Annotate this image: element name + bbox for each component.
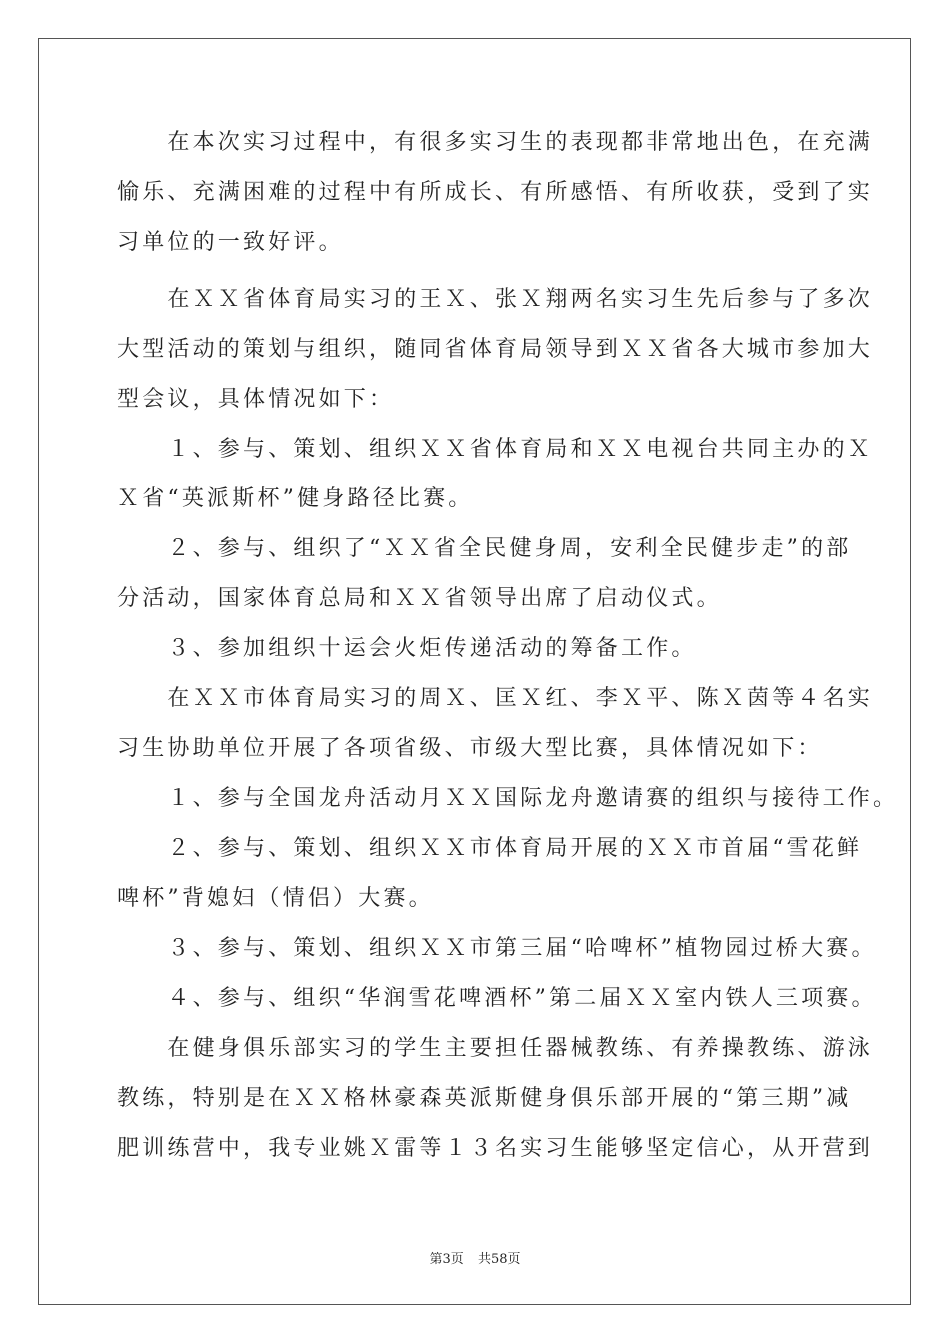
text-line: 教练，特别是在ＸＸ格林豪森英派斯健身俱乐部开展的“第三期”减: [117, 1086, 852, 1111]
text-line: 大型活动的策划与组织，随同省体育局领导到ＸＸ省各大城市参加大: [117, 337, 874, 362]
text-line: 在ＸＸ市体育局实习的周Ｘ、匡Ｘ红、李Ｘ平、陈Ｘ茵等４名实: [117, 686, 874, 711]
text-line: ３、参与、策划、组织ＸＸ市第三届“哈啤杯”植物园过桥大赛。: [117, 936, 877, 961]
text-line: ３、参加组织十运会火炬传递活动的筹备工作。: [117, 636, 697, 661]
text-line: 习生协助单位开展了各项省级、市级大型比赛，具体情况如下：: [117, 736, 823, 761]
text-line: ４、参与、组织“华润雪花啤酒杯”第二届ＸＸ室内铁人三项赛。: [117, 986, 877, 1011]
text-line: 在健身俱乐部实习的学生主要担任器械教练、有养操教练、游泳: [117, 1036, 874, 1061]
text-line: 肥训练营中，我专业姚Ｘ雷等１３名实习生能够坚定信心，从开营到: [117, 1136, 874, 1161]
text-line: 分活动，国家体育总局和ＸＸ省领导出席了启动仪式。: [117, 586, 722, 611]
text-line: 啤杯”背媳妇（情侣）大赛。: [117, 886, 434, 911]
text-line: 习单位的一致好评。: [117, 230, 344, 255]
text-line: １、参与、策划、组织ＸＸ省体育局和ＸＸ电视台共同主办的Ｘ: [117, 437, 874, 462]
page-total: 共58页: [477, 1252, 521, 1267]
text-line: Ｘ省“英派斯杯”健身路径比赛。: [117, 486, 474, 511]
text-line: 在ＸＸ省体育局实习的王Ｘ、张Ｘ翔两名实习生先后参与了多次: [117, 287, 874, 312]
text-line: １、参与全国龙舟活动月ＸＸ国际龙舟邀请赛的组织与接待工作。: [117, 786, 899, 811]
text-line: 愉乐、充满困难的过程中有所成长、有所感悟、有所收获，受到了实: [117, 180, 874, 205]
page-number: 第3页: [429, 1252, 464, 1267]
page-footer: [0, 1248, 950, 1267]
text-line: ２、参与、策划、组织ＸＸ市体育局开展的ＸＸ市首届“雪花鲜: [117, 836, 863, 861]
text-line: 型会议，具体情况如下：: [117, 387, 395, 412]
text-line: 在本次实习过程中，有很多实习生的表现都非常地出色，在充满: [117, 130, 874, 155]
text-line: ２、参与、组织了“ＸＸ省全民健身周，安利全民健步走”的部: [117, 536, 852, 561]
